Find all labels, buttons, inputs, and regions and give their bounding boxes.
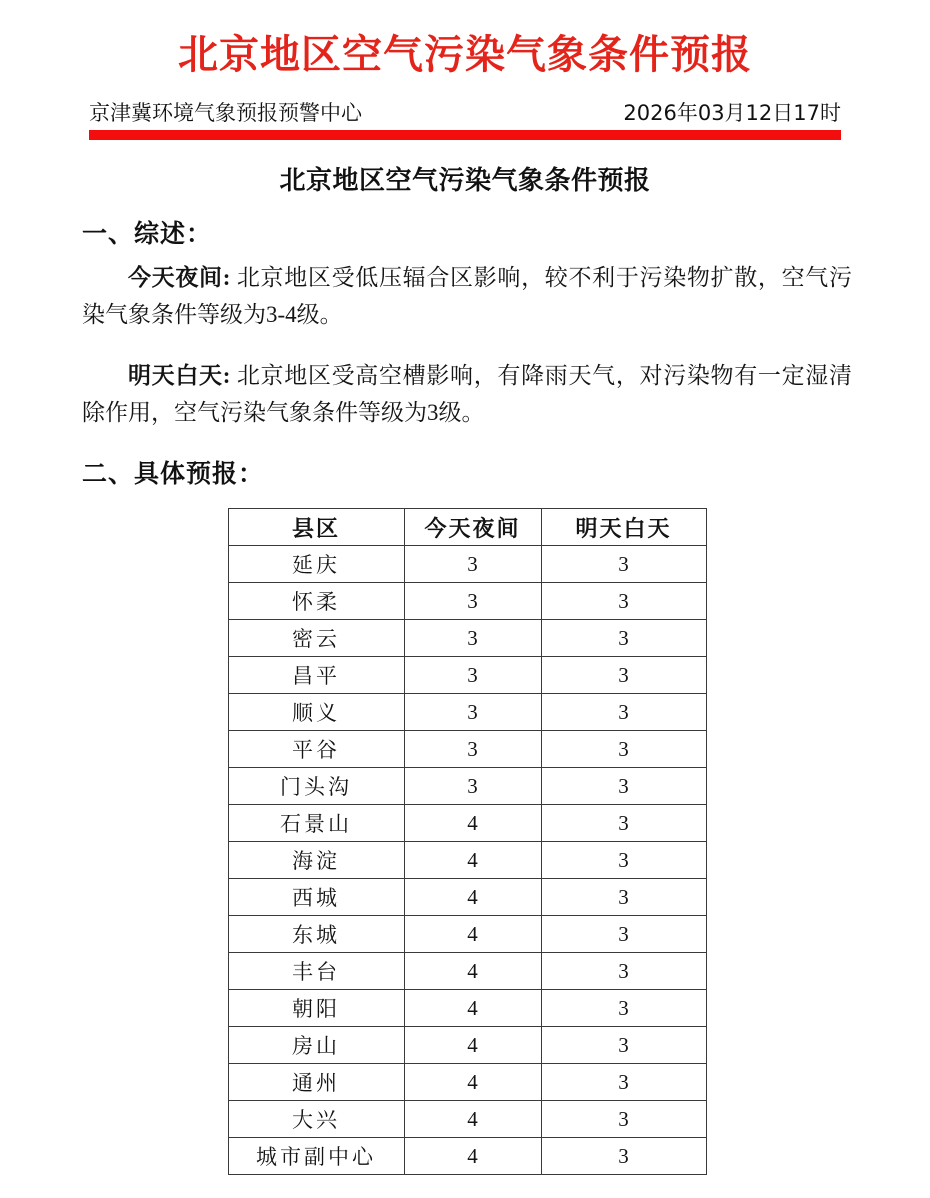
cell-tonight-level: 4 [404, 916, 541, 953]
table-row [228, 731, 706, 768]
document-subtitle: 北京地区空气污染气象条件预报 [279, 166, 651, 197]
table-row [228, 879, 706, 916]
forecast-table-body [228, 546, 706, 1175]
table-row [228, 583, 706, 620]
cell-tonight-level: 3 [404, 731, 541, 768]
document-content [78, 214, 852, 1175]
cell-tomorrow-level: 3 [541, 546, 706, 583]
column-header-region: 县区 [228, 509, 404, 546]
cell-tonight-level: 3 [404, 657, 541, 694]
cell-region: 平谷 [228, 731, 404, 768]
cell-region: 通州 [228, 1064, 404, 1101]
cell-tomorrow-level: 3 [541, 805, 706, 842]
column-header-tomorrow: 明天白天 [541, 509, 706, 546]
paragraph-tomorrow-lead: 明天白天: [128, 362, 231, 388]
cell-tonight-level: 4 [404, 1138, 541, 1175]
cell-tonight-level: 3 [404, 768, 541, 805]
cell-tonight-level: 4 [404, 1027, 541, 1064]
cell-tomorrow-level: 3 [541, 1138, 706, 1175]
cell-tomorrow-level: 3 [541, 768, 706, 805]
cell-region: 西城 [228, 879, 404, 916]
cell-tomorrow-level: 3 [541, 694, 706, 731]
issue-datetime-label: 2026年03月12日17时 [623, 101, 841, 125]
cell-tonight-level: 3 [404, 620, 541, 657]
red-divider-rule [89, 130, 841, 140]
section-heading-overview: 一、综述： [82, 221, 213, 249]
forecast-table-wrapper [82, 508, 852, 1175]
cell-tomorrow-level: 3 [541, 842, 706, 879]
masthead [0, 0, 930, 140]
cell-tomorrow-level: 3 [541, 583, 706, 620]
table-row [228, 620, 706, 657]
cell-tomorrow-level: 3 [541, 1101, 706, 1138]
paragraph-tonight-lead: 今天夜间: [128, 265, 231, 291]
table-row [228, 768, 706, 805]
masthead-title: 北京地区空气污染气象条件预报 [178, 32, 752, 78]
cell-region: 顺义 [228, 694, 404, 731]
cell-region: 朝阳 [228, 990, 404, 1027]
column-header-tonight: 今天夜间 [404, 509, 541, 546]
table-row [228, 805, 706, 842]
cell-region: 房山 [228, 1027, 404, 1064]
table-row [228, 694, 706, 731]
cell-tonight-level: 3 [404, 694, 541, 731]
cell-tonight-level: 4 [404, 879, 541, 916]
forecast-table [228, 508, 707, 1175]
cell-tomorrow-level: 3 [541, 1064, 706, 1101]
cell-tonight-level: 3 [404, 583, 541, 620]
cell-region: 丰台 [228, 953, 404, 990]
cell-region: 昌平 [228, 657, 404, 694]
cell-tonight-level: 4 [404, 1064, 541, 1101]
table-row [228, 1138, 706, 1175]
cell-tonight-level: 3 [404, 546, 541, 583]
table-row [228, 916, 706, 953]
cell-tomorrow-level: 3 [541, 916, 706, 953]
cell-region: 怀柔 [228, 583, 404, 620]
paragraph-tonight [82, 259, 852, 334]
cell-tomorrow-level: 3 [541, 731, 706, 768]
table-row [228, 546, 706, 583]
masthead-meta-row [89, 102, 841, 125]
cell-tonight-level: 4 [404, 990, 541, 1027]
cell-region: 密云 [228, 620, 404, 657]
table-row [228, 842, 706, 879]
cell-region: 东城 [228, 916, 404, 953]
cell-region: 城市副中心 [228, 1138, 404, 1175]
table-row [228, 1101, 706, 1138]
table-row [228, 953, 706, 990]
cell-region: 石景山 [228, 805, 404, 842]
cell-region: 海淀 [228, 842, 404, 879]
issuing-center-label: 京津冀环境气象预报预警中心 [89, 101, 362, 125]
table-row [228, 990, 706, 1027]
cell-tonight-level: 4 [404, 1101, 541, 1138]
table-row [228, 1027, 706, 1064]
cell-tomorrow-level: 3 [541, 953, 706, 990]
table-row [228, 1064, 706, 1101]
cell-tomorrow-level: 3 [541, 879, 706, 916]
paragraph-tomorrow [82, 357, 852, 432]
cell-region: 大兴 [228, 1101, 404, 1138]
paragraph-tonight-text: 北京地区受低压辐合区影响，较不利于污染物扩散，空气污染气象条件等级为3-4级。 [82, 265, 852, 328]
cell-tonight-level: 4 [404, 953, 541, 990]
table-header-row [228, 509, 706, 546]
cell-tonight-level: 4 [404, 842, 541, 879]
cell-tonight-level: 4 [404, 805, 541, 842]
cell-tomorrow-level: 3 [541, 620, 706, 657]
cell-tomorrow-level: 3 [541, 657, 706, 694]
table-row [228, 657, 706, 694]
cell-region: 延庆 [228, 546, 404, 583]
cell-tomorrow-level: 3 [541, 990, 706, 1027]
paragraph-tomorrow-text: 北京地区受高空槽影响，有降雨天气，对污染物有一定湿清除作用，空气污染气象条件等级为3级。 [82, 362, 852, 425]
cell-tomorrow-level: 3 [541, 1027, 706, 1064]
section-heading-detailed-forecast: 二、具体预报： [82, 461, 265, 489]
cell-region: 门头沟 [228, 768, 404, 805]
